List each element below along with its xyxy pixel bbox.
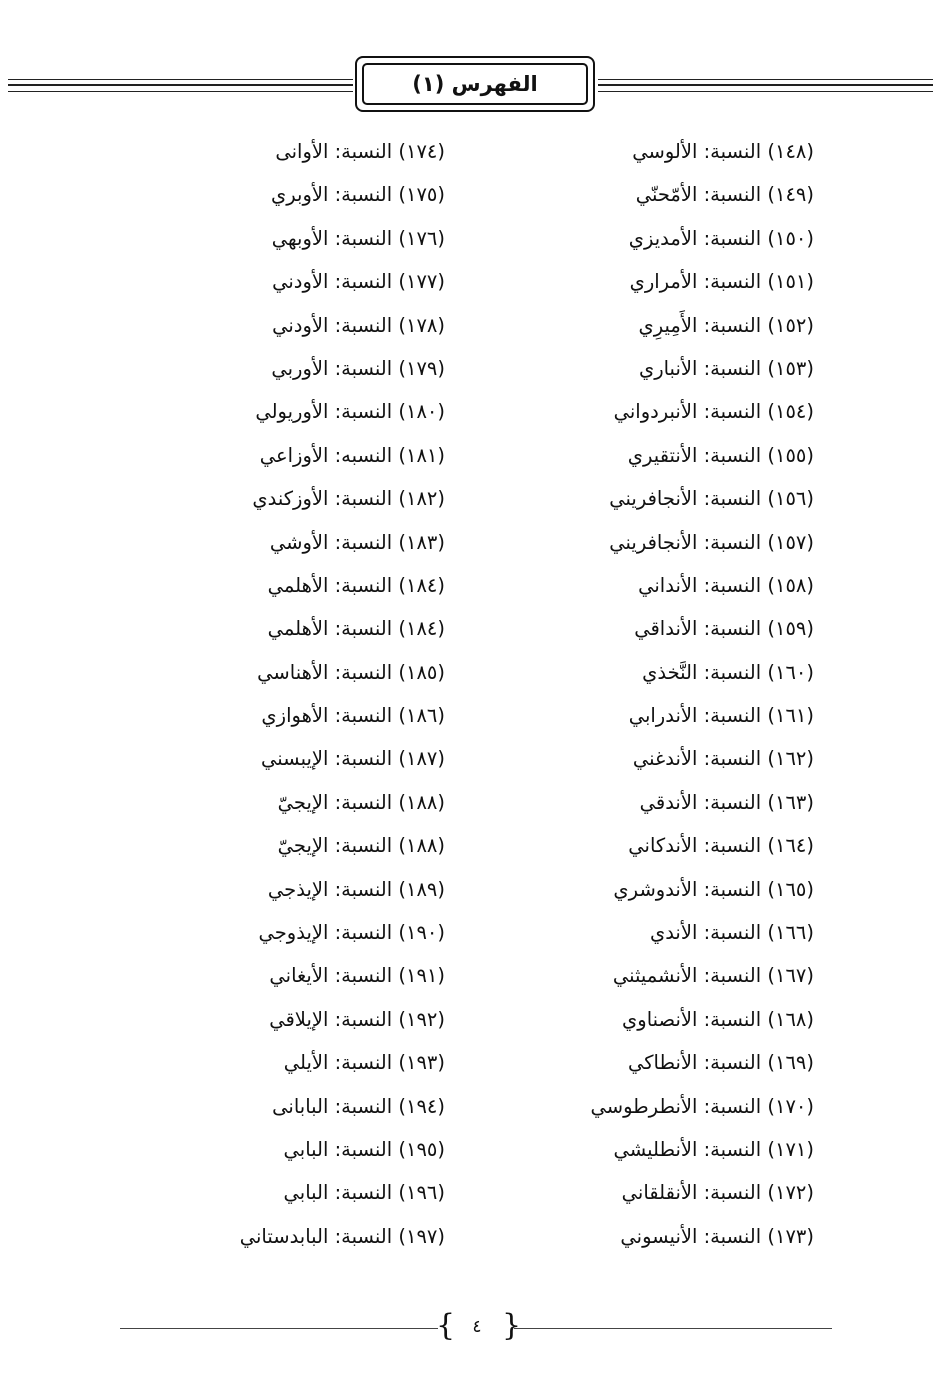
index-entry: (١٧٥) النسبة: الأوبري [271, 183, 445, 207]
index-entry: (١٤٨) النسبة: الألوسي [632, 140, 814, 163]
index-entry: (١٩٥) النسبة: البابي [283, 1137, 445, 1161]
index-column-right [484, 130, 814, 1258]
header-rule-left [8, 79, 353, 80]
index-entry: (١٨٩) النسبة: الإيذجي [267, 877, 445, 901]
index-entry: (١٧٠) النسبة: الأنطرطوسي [590, 1094, 814, 1118]
index-entry: (١٥٤) النسبة: الأنبردواني [613, 400, 814, 424]
index-entry: (١٨٤) النسبة: الأهلمي [267, 573, 445, 597]
index-entry: (١٩١) النسبة: الأيغاني [269, 964, 445, 988]
index-entry: (١٧١) النسبة: الأنطليشي [613, 1137, 814, 1161]
index-entry: (١٨٠) النسبة: الأوريولي [255, 400, 445, 424]
index-entry: (١٦٦) النسبة: الأندي [649, 921, 814, 945]
index-entry: (١٧٦) النسبة: الأوبهي [271, 226, 445, 250]
footer-rule-right [514, 1328, 832, 1329]
title-frame-inner [362, 63, 588, 105]
index-entry: (١٨٣) النسبة: الأوشي [269, 530, 445, 554]
index-entry: (١٦٢) النسبة: الأندغني [632, 747, 814, 771]
index-entry: (١٧٧) النسبة: الأودني [272, 270, 445, 294]
index-entry: (١٥١) النسبة: الأمراري [629, 270, 814, 294]
index-entry: (١٦٩) النسبة: الأنطاكي [627, 1051, 814, 1075]
index-entry: (١٥٣) النسبة: الأنباري [638, 356, 814, 380]
index-entry: (١٥٧) النسبة: الأنجافريني [609, 530, 814, 554]
index-entry: (١٦٠) النسبة: النَّخذي [642, 660, 814, 684]
index-entry: (١٧٩) النسبة: الأوربي [271, 356, 445, 380]
index-entry: (١٦٧) النسبة: الأنشميثني [612, 964, 814, 988]
index-entry: (١٧٣) النسبة: الأنيسوني [620, 1224, 814, 1248]
index-entry: (١٥٨) النسبة: الأنداني [638, 573, 814, 597]
header-rule-left [8, 84, 353, 86]
index-entry: (١٩٠) النسبة: الإيذوجي [258, 921, 445, 945]
index-entry: (١٧٤) النسبة: الأوانى [275, 140, 445, 163]
index-entry: (١٦١) النسبة: الأندرابي [628, 704, 814, 728]
right-brace-ornament: } [502, 1308, 522, 1343]
index-entry: (١٨٦) النسبة: الأهوازي [261, 704, 445, 728]
index-entry: (١٥٩) النسبة: الأنداقي [634, 617, 814, 641]
index-column-left [115, 130, 445, 1258]
index-entry: (١٥٠) النسبة: الأمديزي [628, 226, 814, 250]
index-entry: (١٩٤) النسبة: البابانى [272, 1094, 445, 1118]
page-title: الفهرس (١) [412, 72, 538, 96]
header-rule-left [8, 91, 353, 92]
index-entry: (١٦٣) النسبة: الأندقي [639, 790, 814, 814]
title-frame [355, 56, 595, 112]
index-entry: (١٨٢) النسبة: الأوزكندي [252, 487, 445, 511]
index-entry: (١٩٣) النسبة: الأيلي [283, 1051, 445, 1075]
index-entry: (١٨٧) النسبة: الإيبسني [261, 747, 445, 771]
index-entry: (١٨٤) النسبة: الأهلمي [267, 617, 445, 641]
header-rule-right [598, 79, 933, 80]
index-entry: (١٨١) النسبه: الأوزاعي [259, 443, 445, 467]
left-brace-ornament: { [436, 1308, 456, 1343]
index-entry: (١٩٧) النسبة: البابدستاني [239, 1224, 445, 1248]
index-entry: (١٨٥) النسبة: الأهناسي [257, 660, 445, 684]
header-rule-right [598, 91, 933, 92]
index-entry: (١٦٥) النسبة: الأندوشري [613, 877, 814, 901]
index-entry: (١٩٦) النسبة: البابي [283, 1181, 445, 1205]
header-rule-right [598, 84, 933, 86]
index-entry: (١٨٨) النسبة: الإيجيّ [277, 834, 445, 858]
index-entry: (١٤٩) النسبة: الأمّحنّي [635, 183, 814, 207]
index-entry: (١٧٢) النسبة: الأنقلقاني [621, 1181, 814, 1205]
index-entry: (١٨٨) النسبة: الإيجيّ [277, 790, 445, 814]
index-entry: (١٥٥) النسبة: الأنتقيري [627, 443, 814, 467]
footer-rule-left [120, 1328, 438, 1329]
index-entry: (١٥٢) النسبة: الأَمِيرِي [638, 313, 814, 337]
index-entry: (١٦٨) النسبة: الأنصناوي [622, 1007, 814, 1031]
page-number: ٤ [472, 1317, 482, 1337]
index-entry: (١٥٦) النسبة: الأنجافريني [609, 487, 814, 511]
index-entry: (١٩٢) النسبة: الإيلاقي [269, 1007, 445, 1031]
index-entry: (١٦٤) النسبة: الأندكاني [628, 834, 814, 858]
index-entry: (١٧٨) النسبة: الأودني [272, 313, 445, 337]
